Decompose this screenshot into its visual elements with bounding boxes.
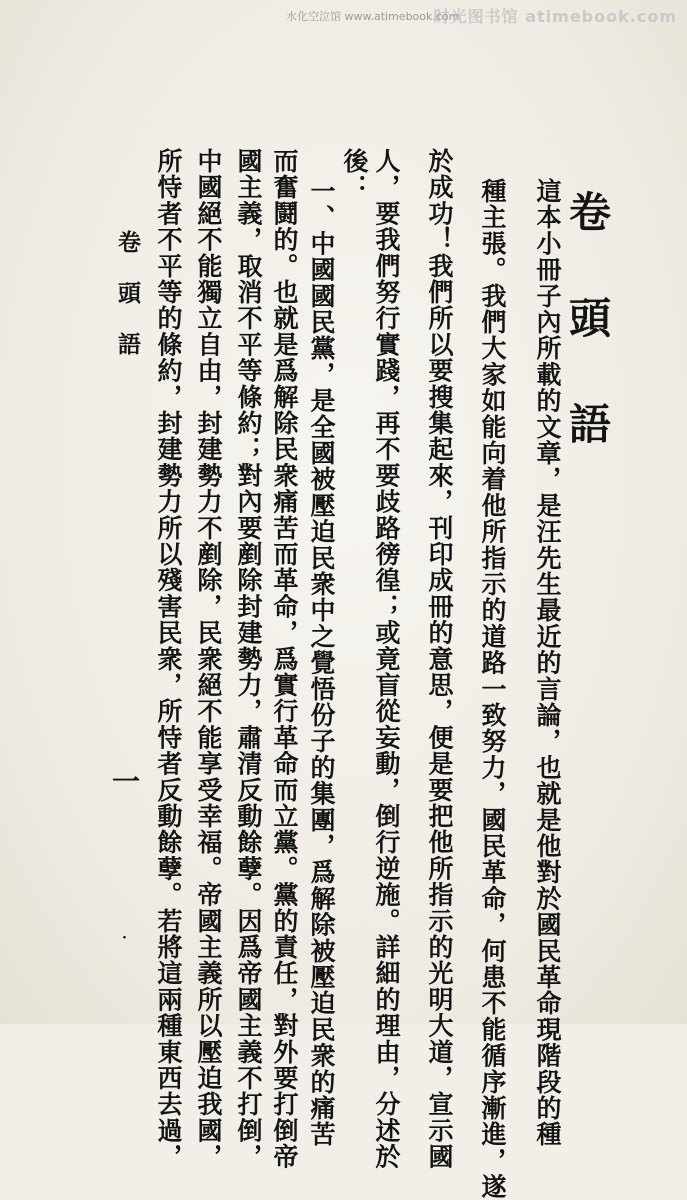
running-header: 卷頭語 — [114, 230, 141, 383]
site-watermark: 时光图书馆 atimebook.com — [433, 7, 677, 26]
text-column-3: 於成功！我們所以要搜集起來，刊印成冊的意思，便是要把他所指示的光明大道，宣示國 — [425, 148, 454, 1170]
margin-mark: · — [122, 930, 127, 946]
text-column-7: 而奮鬪的。也就是爲解除民衆痛苦而革命，爲實行革命而立黨。黨的責任，對外要打倒帝 — [270, 148, 299, 1170]
text-column-10: 所恃者不平等的條約，封建勢力所以殘害民衆，所恃者反動餘孽。若將這兩種東西去過， — [154, 148, 183, 1170]
page-title: 卷頭語 — [563, 190, 612, 508]
text-column-4: 人，要我們努行實踐，再不要歧路徬徨；或竟盲從妄動，倒行逆施。詳細的理由，分述於 — [372, 148, 401, 1170]
text-column-6: 一、中國國民黨，是全國被壓迫民衆中之覺悟份子的集團，爲解除被壓迫民衆的痛苦 — [307, 178, 336, 1148]
text-column-9: 中國絕不能獨立自由，封建勢力不剷除，民衆絕不能享受幸福。帝國主義所以壓迫我國， — [194, 148, 223, 1170]
text-column-5: 後： — [340, 148, 369, 201]
library-stamp: 水化空泣馆 www.atimebook.com — [286, 10, 460, 23]
text-column-8: 國主義，取消不平等條約；對內要剷除封建勢力，肅清反動餘孽。因爲帝國主義不打倒， — [234, 148, 263, 1170]
text-column-1: 這本小冊子內所載的文章，是汪先生最近的言論，也就是他對於國民革命現階段的種 — [533, 178, 562, 1148]
page-number: 一 — [112, 765, 141, 798]
text-column-2: 種主張。我們大家如能向着他所指示的道路一致努力，國民革命，何患不能循序漸進，遂 — [478, 178, 507, 1200]
